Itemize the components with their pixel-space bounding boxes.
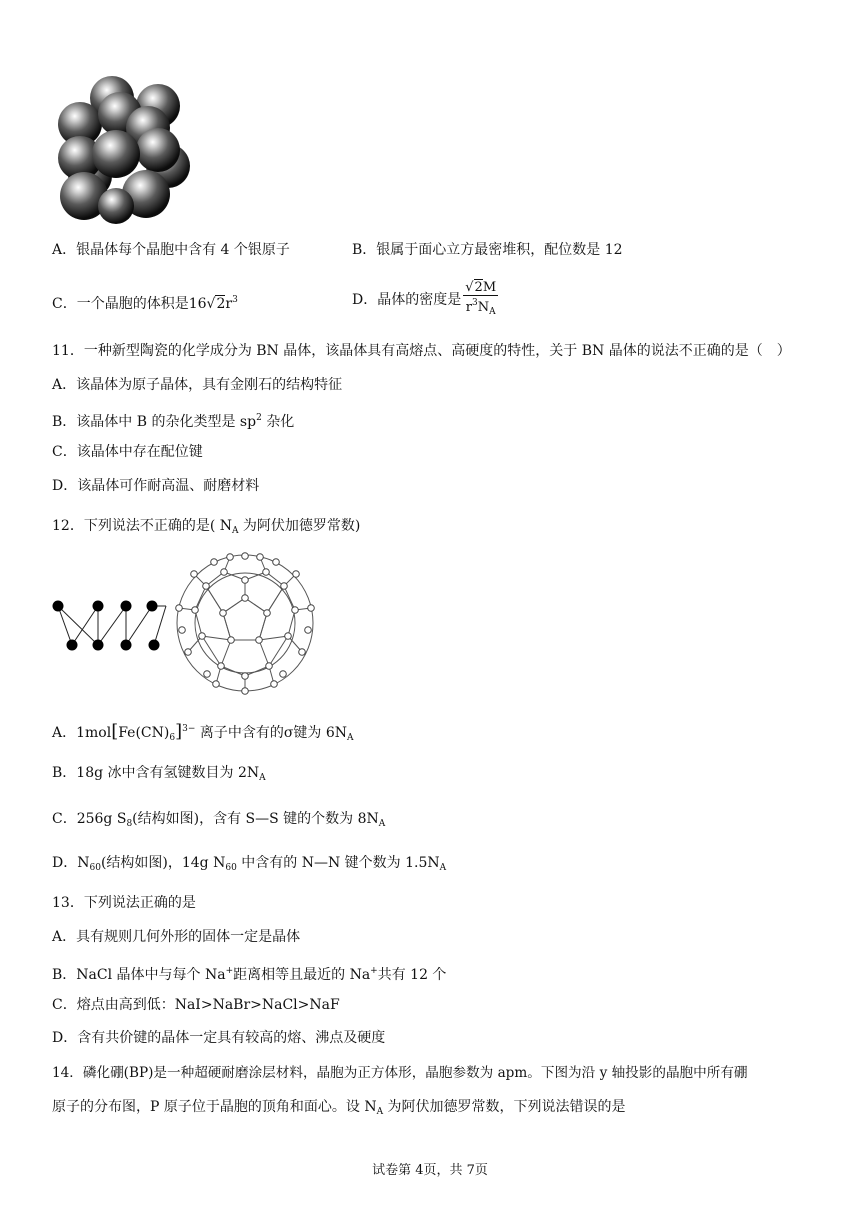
q11-stem: 11．一种新型陶瓷的化学成分为 BN 晶体，该晶体具有高熔点、高硬度的特性，关于 BN 晶体的说法不正确的是（ ） xyxy=(52,343,791,359)
q14-stem-line2: 原子的分布图，P 原子位于晶胞的顶角和面心。设 $N_A$ 为阿伏加德罗常数，下列说法错误的是 xyxy=(52,1099,626,1117)
q12-stem: 12．下列说法不正确的是( $N_A$ 为阿伏加德罗常数) xyxy=(52,518,361,536)
q11-option-d: D．该晶体可作耐高温、耐磨材料 xyxy=(52,478,260,494)
q11-option-c: C．该晶体中存在配位键 xyxy=(52,444,203,460)
q12-option-c: C．256g $S_8$(结构如图)，含有 S—S 键的个数为 $8N_A$ xyxy=(52,811,386,829)
q10-option-d: D．晶体的密度是 $\frac{√2M}{r^3N_A}$ xyxy=(352,280,498,320)
q10-option-b: B．银属于面心立方最密堆积，配位数是 12 xyxy=(352,242,623,258)
q12-option-d: D．$N_{60}$(结构如图)，14g $N_{60}$ 中含有的 N—N 键个数为 $1.5N_A$ xyxy=(52,855,447,873)
n60-structure-figure xyxy=(170,550,320,696)
q13-option-d: D．含有共价键的晶体一定具有较高的熔、沸点及硬度 xyxy=(52,1030,386,1046)
q14-stem-line1: 14．磷化硼(BP)是一种超硬耐磨涂层材料，晶胞为正方体形，晶胞参数为 apm。下图为沿 y 轴投影的晶胞中所有硼 xyxy=(52,1065,748,1081)
q12-option-b: B．18g 冰中含有氢键数目为 $2N_A$ xyxy=(52,765,266,783)
q13-option-a: A．具有规则几何外形的固体一定是晶体 xyxy=(52,929,301,945)
q13-option-c: C．熔点由高到低：NaI>NaBr>NaCl>NaF xyxy=(52,997,340,1013)
q13-stem: 13．下列说法正确的是 xyxy=(52,895,196,911)
q10-option-a: A．银晶体每个晶胞中含有 4 个银原子 xyxy=(52,242,290,258)
density-fraction: $\frac{√2M}{r^3N_A}$ xyxy=(465,280,497,317)
q13-option-b: B．NaCl 晶体中与每个 Na+距离相等且最近的 Na+共有 12 个 xyxy=(52,966,447,983)
s8-structure-figure xyxy=(50,598,180,658)
q11-option-a: A．该晶体为原子晶体，具有金刚石的结构特征 xyxy=(52,377,343,393)
q12-option-a: A．$1mol[Fe(CN)_6]^{3-}$ 离子中含有的σ键为 $6N_A$ xyxy=(52,721,354,743)
page-footer: 试卷第 4页，共 7页 xyxy=(372,1163,488,1178)
silver-crystal-figure xyxy=(50,68,200,228)
q11-option-b: B．该晶体中 B 的杂化类型是 $sp^2$ 杂化 xyxy=(52,413,295,430)
q10-option-c: C．一个晶胞的体积是$16√2r^3$ xyxy=(52,295,238,312)
